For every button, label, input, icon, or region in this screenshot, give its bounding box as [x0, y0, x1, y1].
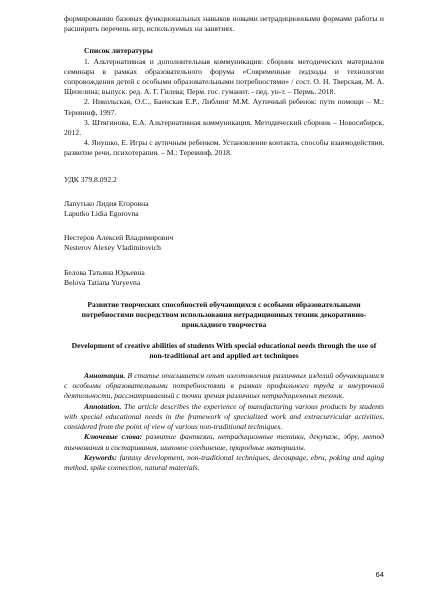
author-2	[64, 233, 384, 253]
abstract-en-text: The article describes the experience of manufacturing various products by students with special educational needs in the framework of specialized work and extracurricular activities, considered from the point of view of various non-traditional techniques.	[64, 401, 384, 432]
keywords-en-label: Keywords:	[84, 452, 117, 462]
author-name-ru: Белова Татьяна Юрьевна	[64, 267, 145, 277]
keywords-en	[64, 453, 384, 473]
author-name-en: Belova Tatiana Yuryevna	[64, 277, 141, 287]
article-title-ru: Развитие творческих способностей обучающихся с особыми образовательными потребностями посредством использования нетрадиционных техник декоративно-прикладного творчества	[81, 300, 367, 330]
keywords-ru-label: Ключевые слова:	[84, 432, 143, 442]
abstract-en	[64, 402, 384, 433]
reference-item-1: 1. Альтернативная и дополнительная коммуникация: сборник методических материалов семинара в рамках образовательного форума «Современные подходы и технологии сопровождения детей с особыми образовательными потребностями» / сост. О. Н. Тверская, М. А. Щепелина; выпуск. ред. А. Г. Гилева; Перм. гос. гуманит. - пед. ун-т. – Пермь. 2018.	[64, 56, 384, 97]
reference-item-3: 3. Штягинова, Е.А. Альтернативная коммуникация. Методический сборник – Новосибирск, 2012.	[64, 117, 384, 138]
article-title-en: Development of creative abilities of students With special educational needs through the use of non-traditional art and applied art techniques	[71, 340, 377, 360]
reference-item-2: 2. Никольская, О.С., Баенская Е.Р., Либлинг М.М. Аутичный ребенок: пути помощи – М.: Теревинф, 1997.	[64, 97, 384, 117]
abstract-ru-label: Аннотация.	[84, 371, 126, 381]
author-3	[64, 268, 384, 288]
abstract-ru-text: В статье описывается опыт изготовления различных изделий обучающимися с особыми образовательными потребностями в рамках профильного труда и внеурочной деятельности, рассматриваемый с точки зрения различных нетрадиционных техник.	[64, 371, 384, 401]
author-name-en: Nesterov Alexey Vladimirovich	[64, 243, 161, 253]
author-name-ru: Лапутько Лидия Егоровна	[64, 198, 149, 208]
udc-code: УДК 379.8.092.2	[64, 174, 117, 184]
references-title: Список литературы	[84, 46, 153, 56]
abstract-en-label: Annotation.	[84, 401, 122, 411]
page-number: 64	[375, 569, 384, 579]
abstract-ru	[64, 371, 384, 402]
intro-paragraph: формированию базовых функциональных навыков новыми нетрадиционными формами работы и расширить перечень игр, используемых на занятиях.	[64, 14, 384, 34]
author-1	[64, 199, 384, 219]
keywords-ru	[64, 432, 384, 452]
author-name-en: Laputko Lidia Egorovna	[64, 209, 139, 219]
reference-item-4: 4. Янушко, Е. Игры с аутичным ребенком. Установление контакта, способы взаимодействия, развитие речи, психотерапия. – М.: Теревинф, 2018.	[64, 138, 384, 158]
author-name-ru: Нестеров Алексей Владимирович	[64, 233, 174, 243]
keywords-ru-text: развитие фантазии, нетрадиционные техники, декупаж, эбру, метод тычкования и состаривания, шиповое соединение, природные материалы.	[64, 432, 384, 452]
keywords-en-text: fantasy development, non-traditional techniques, decoupage, ebru, poking and aging method, spike connection, natural materials.	[64, 452, 384, 472]
